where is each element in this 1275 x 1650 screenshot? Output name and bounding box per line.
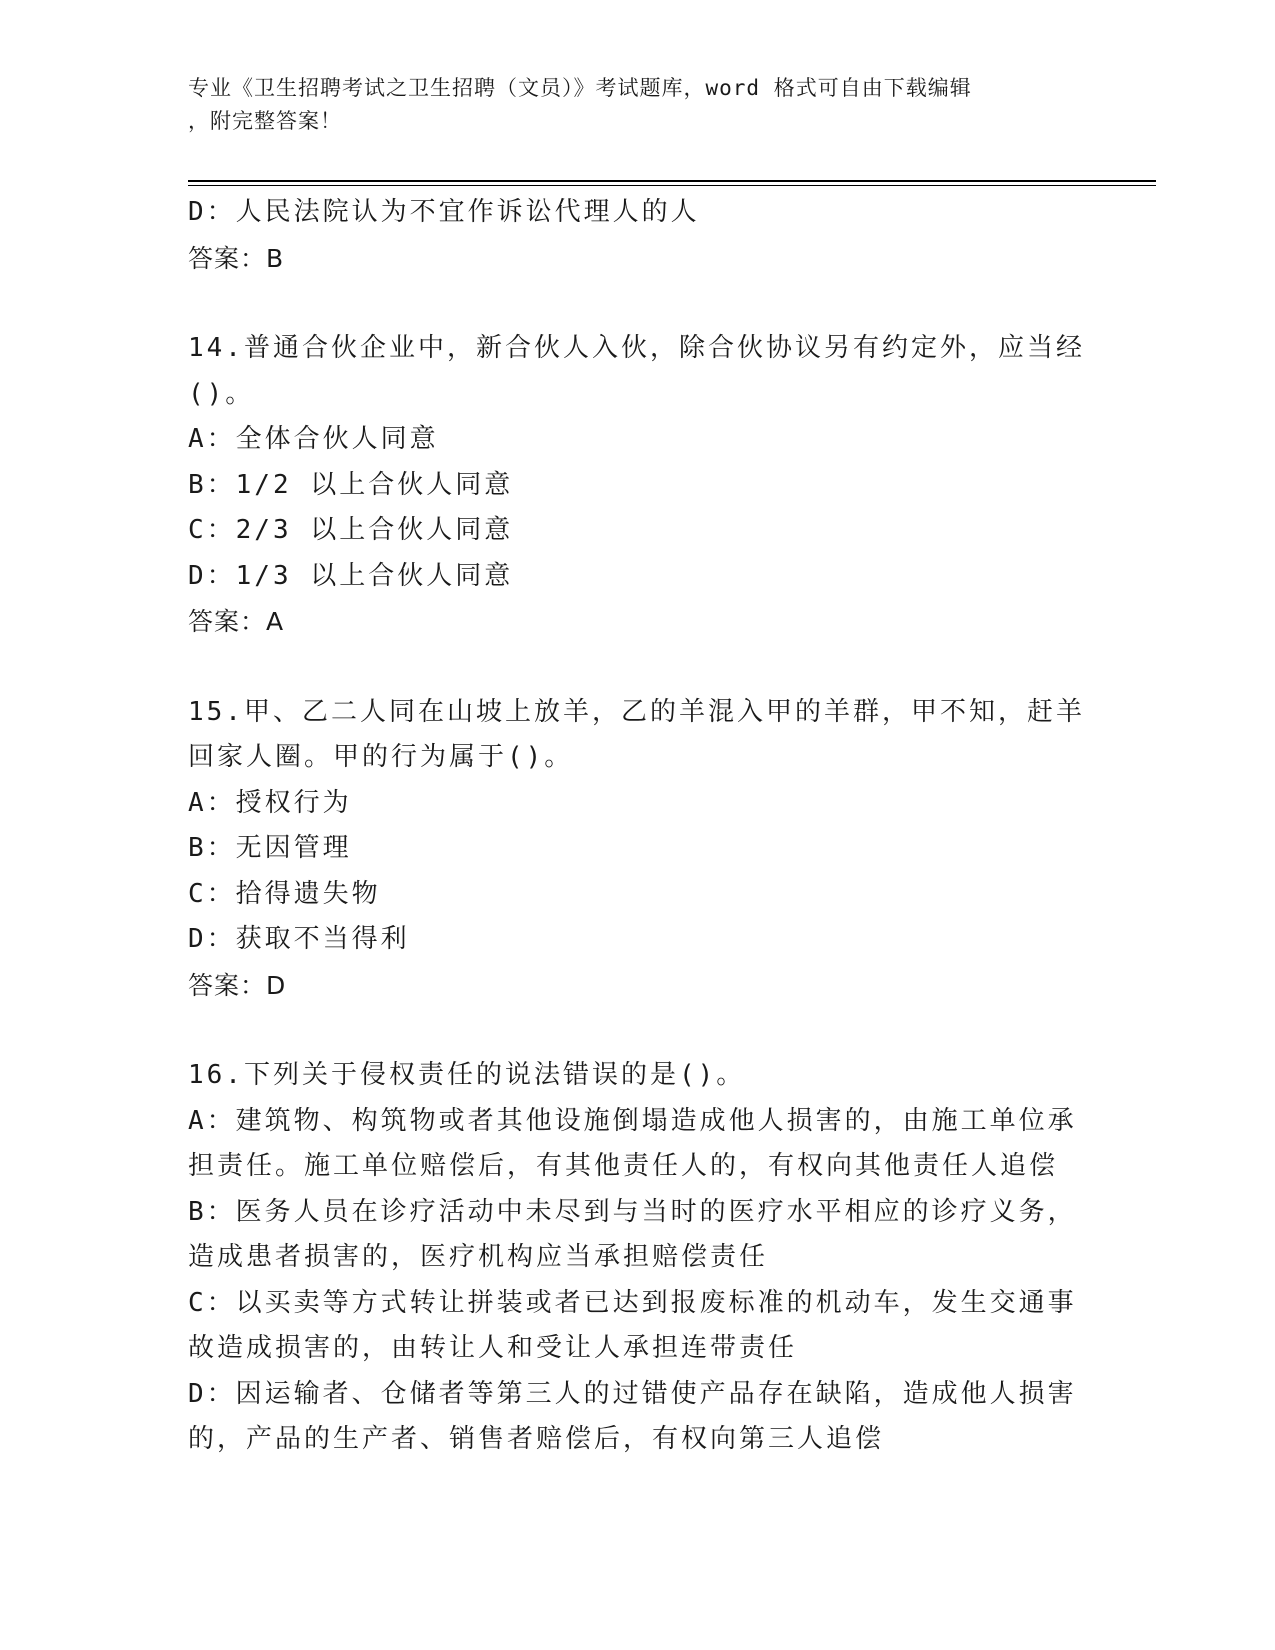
question-15 xyxy=(188,690,1088,1009)
question-13-tail xyxy=(188,190,1088,281)
q16-option-c-line-1: C：以买卖等方式转让拼装或者已达到报废标准的机动车，发生交通事 xyxy=(188,1287,1077,1318)
q15-option-b: B：无因管理 xyxy=(188,833,352,863)
q15-stem-line-2: 回家人圈。甲的行为属于()。 xyxy=(188,742,574,772)
q14-option-a: A：全体合伙人同意 xyxy=(188,424,439,454)
q15-option-c: C：拾得遗失物 xyxy=(188,878,381,909)
q14-option-b: B：1/2 以上合伙人同意 xyxy=(188,469,514,500)
q16-stem: 16.下列关于侵权责任的说法错误的是()。 xyxy=(188,1060,746,1090)
spacer xyxy=(188,281,1088,326)
q14-stem-line-1: 14.普通合伙企业中，新合伙人入伙，除合伙协议另有约定外，应当经 xyxy=(188,333,1085,363)
q16-option-d-line-1: D：因运输者、仓储者等第三人的过错使产品存在缺陷，造成他人损害 xyxy=(188,1378,1077,1409)
q14-option-d: D：1/3 以上合伙人同意 xyxy=(188,560,514,591)
header-line-2: ，附完整答案！ xyxy=(188,109,342,133)
q14-answer: 答案：A xyxy=(188,607,285,636)
q15-option-d: D：获取不当得利 xyxy=(188,924,410,954)
q15-stem-line-1: 15.甲、乙二人同在山坡上放羊，乙的羊混入甲的羊群，甲不知，赶羊 xyxy=(188,696,1085,727)
spacer xyxy=(188,1008,1088,1053)
header-line-1: 专业《卫生招聘考试之卫生招聘（文员）》考试题库，word 格式可自由下载编辑 xyxy=(188,76,972,100)
header-divider-thick xyxy=(188,180,1156,182)
q16-option-b-line-1: B：医务人员在诊疗活动中未尽到与当时的医疗水平相应的诊疗义务， xyxy=(188,1196,1077,1227)
header-divider-thin xyxy=(188,185,1156,186)
q16-option-c-line-2: 故造成损害的，由转让人和受让人承担连带责任 xyxy=(188,1333,798,1363)
question-content xyxy=(188,190,1088,1463)
q16-option-d-line-2: 的，产品的生产者、销售者赔偿后，有权向第三人追偿 xyxy=(188,1424,885,1454)
q16-option-a-line-1: A：建筑物、构筑物或者其他设施倒塌造成他人损害的，由施工单位承 xyxy=(188,1105,1077,1136)
q14-option-c: C：2/3 以上合伙人同意 xyxy=(188,515,514,545)
page-header xyxy=(188,72,1068,138)
question-14 xyxy=(188,326,1088,645)
q16-option-b-line-2: 造成患者损害的，医疗机构应当承担赔偿责任 xyxy=(188,1242,769,1272)
question-16 xyxy=(188,1053,1088,1463)
q16-option-a-line-2: 担责任。施工单位赔偿后，有其他责任人的，有权向其他责任人追偿 xyxy=(188,1151,1059,1181)
q13-answer: 答案：B xyxy=(188,243,285,273)
q13-option-d: D：人民法院认为不宜作诉讼代理人的人 xyxy=(188,197,700,227)
q15-answer: 答案：D xyxy=(188,970,287,1000)
q14-stem-line-2: ()。 xyxy=(188,378,255,409)
spacer xyxy=(188,645,1088,690)
q15-option-a: A：授权行为 xyxy=(188,787,352,818)
